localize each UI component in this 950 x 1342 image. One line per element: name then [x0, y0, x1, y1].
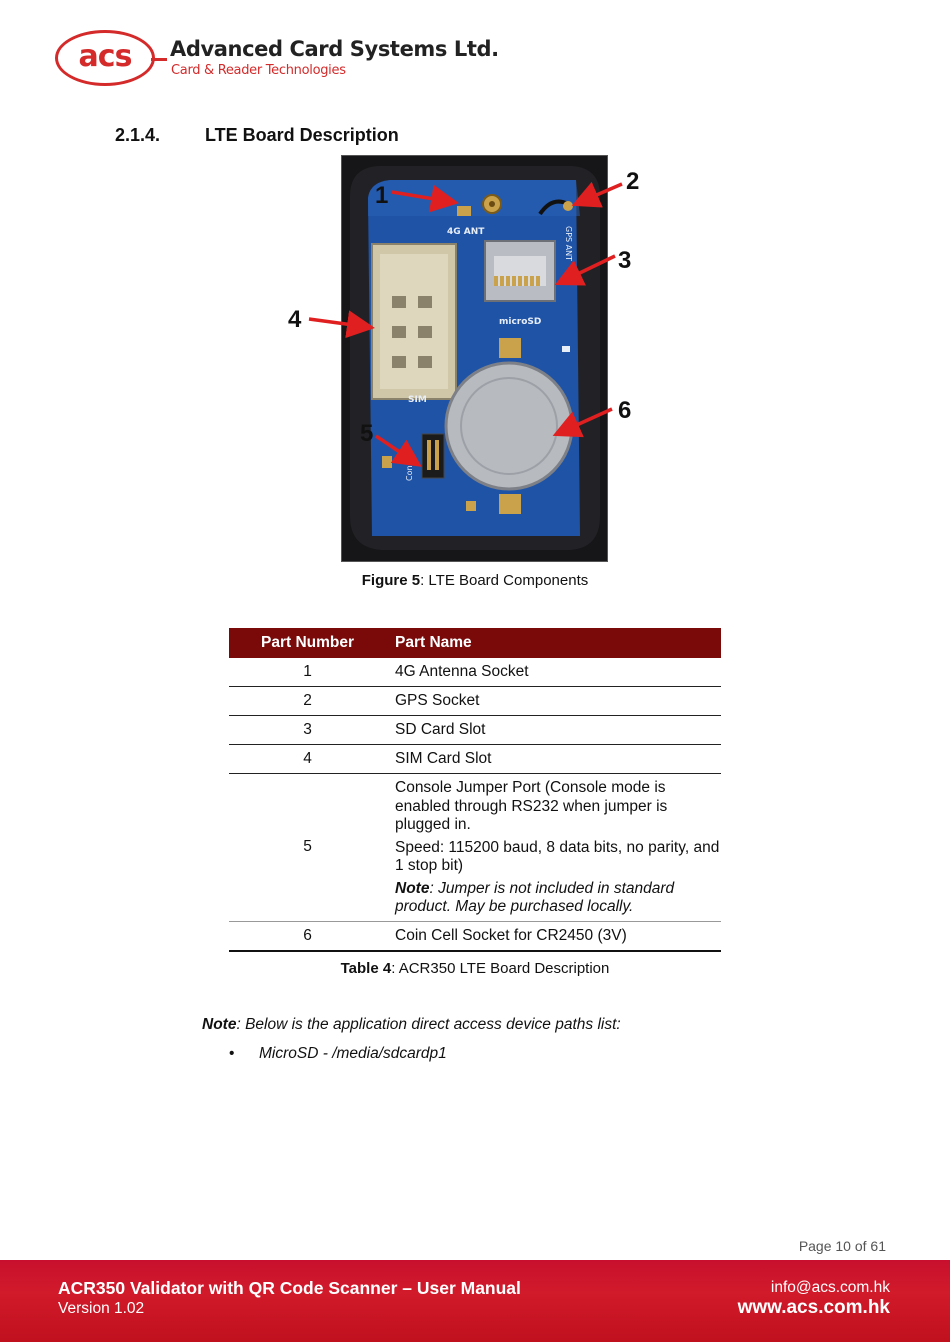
console-jumper — [422, 434, 444, 478]
figure-caption-text: : LTE Board Components — [420, 572, 589, 589]
callout-5: 5 — [360, 420, 374, 447]
part-name — [386, 774, 721, 922]
callout-6: 6 — [618, 397, 632, 424]
contact-email[interactable]: info@acs.com.hk — [770, 1279, 890, 1296]
part-note-text: : Jumper is not included in standard product. May be purchased locally. — [395, 879, 675, 915]
part-number: 6 — [229, 921, 386, 951]
list-item — [229, 1045, 447, 1063]
table-row — [229, 716, 721, 745]
table-caption-text: : ACR350 LTE Board Description — [391, 960, 610, 977]
footer-bar — [0, 1260, 950, 1342]
part-number: 4 — [229, 745, 386, 774]
label-4g-ant: 4G ANT — [447, 227, 485, 237]
callout-2: 2 — [626, 168, 640, 195]
company-tagline: Card & Reader Technologies — [171, 63, 346, 78]
table-header-row — [229, 628, 721, 658]
lte-board-photo — [341, 155, 608, 562]
part-number: 1 — [229, 658, 386, 687]
logo-mark: acs — [78, 39, 132, 74]
logo-connector — [151, 58, 167, 61]
table-row — [229, 687, 721, 716]
part-description: Console Jumper Port (Console mode is enabled through RS232 when jumper is plugged in. — [395, 779, 668, 833]
table-row — [229, 745, 721, 774]
website-link[interactable]: www.acs.com.hk — [737, 1297, 890, 1318]
table-row — [229, 774, 721, 922]
table-row — [229, 921, 721, 951]
part-number: 2 — [229, 687, 386, 716]
part-name: 4G Antenna Socket — [386, 658, 721, 687]
board-illustration — [342, 156, 607, 561]
callout-3: 3 — [618, 247, 632, 274]
section-title: LTE Board Description — [205, 125, 399, 145]
label-gps-ant: GPS ANT — [564, 226, 573, 261]
figure-caption — [0, 572, 950, 589]
device-path: MicroSD - /media/sdcardp1 — [259, 1045, 447, 1062]
callout-1: 1 — [375, 182, 389, 209]
note-label: Note — [202, 1016, 237, 1033]
page-number: Page 10 of 61 — [798, 1238, 886, 1254]
header-part-name: Part Name — [386, 628, 721, 658]
callout-4: 4 — [288, 306, 302, 333]
part-number: 3 — [229, 716, 386, 745]
coin-cell — [446, 363, 572, 489]
part-note-label: Note — [395, 879, 430, 897]
part-speed: Speed: 115200 baud, 8 data bits, no parity, and 1 stop bit) — [395, 838, 720, 874]
header-part-number: Part Number — [229, 628, 386, 658]
label-microsd: microSD — [499, 317, 542, 327]
bullet-icon: • — [229, 1045, 235, 1062]
part-name: SD Card Slot — [386, 716, 721, 745]
part-note — [395, 880, 721, 917]
section-number: 2.1.4. — [115, 125, 161, 145]
part-name: Coin Cell Socket for CR2450 (3V) — [386, 921, 721, 951]
note-paragraph — [202, 1016, 621, 1034]
part-name: GPS Socket — [386, 687, 721, 716]
parts-table — [229, 628, 721, 952]
figure-caption-label: Figure 5 — [361, 572, 421, 589]
note-text: : Below is the application direct access device paths list: — [236, 1016, 621, 1033]
manual-version: Version 1.02 — [58, 1300, 145, 1317]
company-name: Advanced Card Systems Ltd. — [170, 37, 499, 61]
manual-title: ACR350 Validator with QR Code Scanner – User Manual — [58, 1278, 521, 1298]
label-sim: SIM — [408, 395, 427, 405]
label-console: Console — [405, 449, 414, 481]
part-name: SIM Card Slot — [386, 745, 721, 774]
table-caption — [0, 960, 950, 977]
part-number: 5 — [229, 774, 386, 922]
table-row — [229, 658, 721, 687]
company-logo — [55, 28, 499, 90]
table-caption-label: Table 4 — [340, 960, 392, 977]
